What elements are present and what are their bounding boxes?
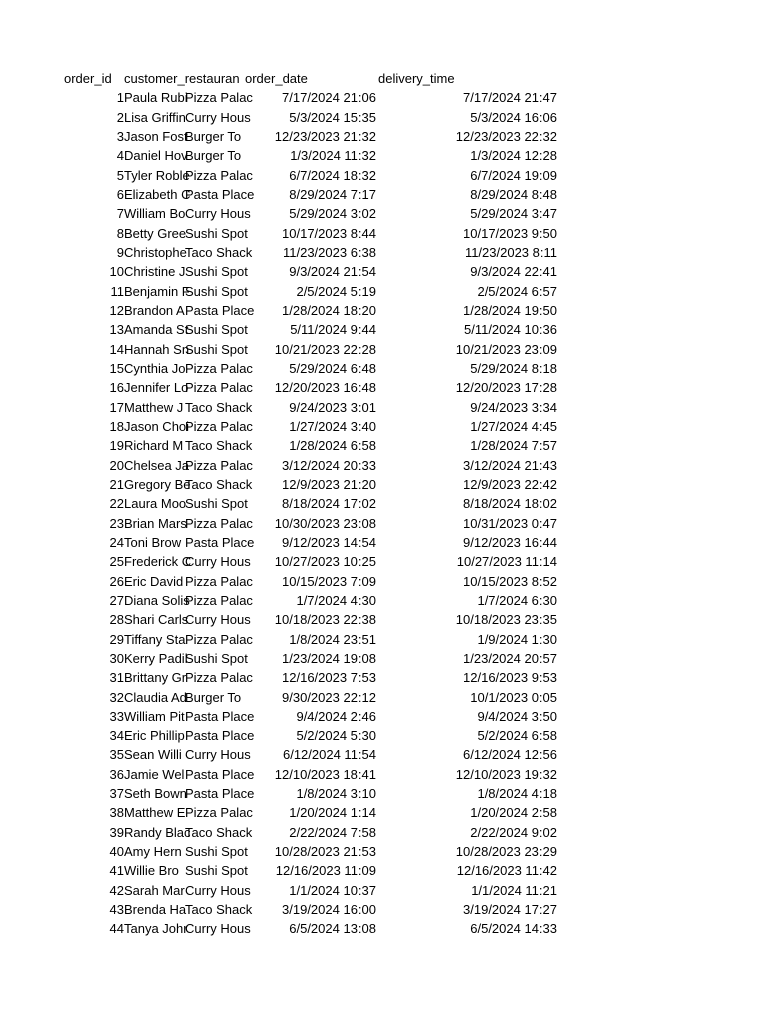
cell-order-date[interactable]: 6/7/2024 18:32 [289, 167, 376, 183]
cell-delivery-time[interactable]: 2/22/2024 9:02 [470, 824, 557, 840]
cell-order-id[interactable]: 8 [116, 225, 124, 241]
cell-delivery-time[interactable]: 9/24/2023 3:34 [470, 399, 557, 415]
table-row [64, 726, 684, 745]
table-row [64, 398, 684, 417]
cell-order-id[interactable]: 44 [109, 921, 124, 937]
cell-order-date[interactable]: 7/17/2024 21:06 [282, 90, 376, 106]
cell-delivery-time[interactable]: 1/1/2024 11:21 [471, 882, 557, 898]
cell-restaurant[interactable]: Pasta Place [185, 728, 255, 744]
cell-customer[interactable]: Eric David [124, 573, 184, 589]
table-row [64, 707, 684, 726]
cell-customer[interactable]: Tiffany Sta [124, 631, 186, 647]
cell-customer[interactable]: Chelsea Ja [124, 457, 190, 473]
table-row [64, 842, 684, 861]
cell-restaurant[interactable]: Taco Shack [185, 244, 253, 260]
cell-order-id[interactable]: 30 [109, 650, 124, 666]
cell-restaurant[interactable]: Curry Hous [185, 921, 251, 937]
cell-order-date[interactable]: 2/22/2024 7:58 [289, 824, 376, 840]
table-row [64, 340, 684, 359]
header-delivery-time[interactable]: delivery_time [378, 71, 455, 86]
cell-order-id[interactable]: 19 [109, 438, 124, 454]
cell-delivery-time[interactable]: 1/28/2024 19:50 [463, 302, 557, 318]
cell-restaurant[interactable]: Sushi Spot [185, 844, 248, 860]
cell-delivery-time[interactable]: 1/7/2024 6:30 [477, 592, 557, 608]
cell-order-id[interactable]: 7 [116, 206, 124, 222]
cell-customer[interactable]: Diana Solis [124, 592, 190, 608]
header-customer-restaurant[interactable]: customer_restauran [124, 71, 240, 86]
cell-restaurant[interactable]: Pizza Palac [185, 573, 253, 589]
cell-order-date[interactable]: 9/24/2023 3:01 [289, 399, 376, 415]
cell-customer[interactable]: Claudia Ad [124, 689, 187, 705]
table-row [64, 262, 684, 281]
data-rows [64, 88, 684, 938]
header-order-id[interactable]: order_id [64, 71, 112, 86]
cell-order-id[interactable]: 15 [109, 360, 124, 376]
cell-customer[interactable]: William Pit [124, 708, 185, 724]
cell-customer[interactable]: Amanda St [124, 322, 189, 338]
cell-order-id[interactable]: 5 [116, 167, 124, 183]
table-row [64, 823, 684, 842]
cell-customer[interactable]: Toni Brow [124, 534, 182, 550]
cell-restaurant[interactable]: Pizza Palac [185, 515, 253, 531]
cell-restaurant[interactable]: Curry Hous [185, 882, 251, 898]
table-row [64, 127, 684, 146]
cell-restaurant[interactable]: Burger To [185, 148, 242, 164]
cell-customer[interactable]: Brenda Ha [124, 902, 187, 918]
cell-restaurant[interactable]: Pizza Palac [185, 670, 253, 686]
table-row [64, 185, 684, 204]
cell-restaurant[interactable]: Curry Hous [185, 747, 251, 763]
cell-order-id[interactable]: 2 [116, 109, 124, 125]
cell-order-id[interactable]: 23 [109, 515, 124, 531]
table-row [64, 919, 684, 938]
cell-customer[interactable]: Kerry Padil [124, 650, 188, 666]
table-row [64, 204, 684, 223]
cell-order-date[interactable]: 5/2/2024 5:30 [296, 728, 376, 744]
cell-order-date[interactable]: 3/12/2024 20:33 [282, 457, 376, 473]
cell-delivery-time[interactable]: 5/29/2024 8:18 [470, 360, 557, 376]
table-row [64, 494, 684, 513]
cell-delivery-time[interactable]: 1/20/2024 2:58 [470, 805, 557, 821]
cell-delivery-time[interactable]: 1/27/2024 4:45 [470, 418, 557, 434]
cell-order-id[interactable]: 29 [109, 631, 124, 647]
table-row [64, 572, 684, 591]
cell-restaurant[interactable]: Taco Shack [185, 902, 253, 918]
cell-restaurant[interactable]: Sushi Spot [185, 264, 248, 280]
table-row [64, 436, 684, 455]
cell-delivery-time[interactable]: 1/28/2024 7:57 [470, 438, 557, 454]
cell-order-id[interactable]: 26 [109, 573, 124, 589]
cell-order-id[interactable]: 12 [109, 302, 124, 318]
cell-customer[interactable]: William Bo [124, 206, 186, 222]
cell-order-id[interactable]: 20 [109, 457, 124, 473]
cell-order-id[interactable]: 35 [109, 747, 124, 763]
cell-order-id[interactable]: 6 [116, 186, 124, 202]
cell-restaurant[interactable]: Pizza Palac [185, 457, 253, 473]
cell-customer[interactable]: Hannah Sn [124, 341, 190, 357]
cell-delivery-time[interactable]: 12/23/2023 22:32 [455, 128, 557, 144]
cell-delivery-time[interactable]: 5/2/2024 6:58 [477, 728, 557, 744]
cell-order-id[interactable]: 9 [116, 244, 124, 260]
cell-customer[interactable]: Cynthia Jo [124, 360, 186, 376]
table-row [64, 282, 684, 301]
cell-delivery-time[interactable]: 3/12/2024 21:43 [463, 457, 557, 473]
cell-order-date[interactable]: 1/3/2024 11:32 [290, 148, 376, 164]
cell-delivery-time[interactable]: 10/17/2023 9:50 [463, 225, 557, 241]
cell-restaurant[interactable]: Sushi Spot [185, 863, 248, 879]
cell-restaurant[interactable]: Taco Shack [185, 399, 253, 415]
cell-customer[interactable]: Eric Phillip [124, 728, 185, 744]
cell-order-date[interactable]: 5/29/2024 6:48 [289, 360, 376, 376]
cell-delivery-time[interactable]: 10/31/2023 0:47 [463, 515, 557, 531]
cell-delivery-time[interactable]: 2/5/2024 6:57 [477, 283, 557, 299]
cell-order-date[interactable]: 1/8/2024 23:51 [289, 631, 376, 647]
cell-order-date[interactable]: 1/1/2024 10:37 [289, 882, 376, 898]
cell-delivery-time[interactable]: 10/27/2023 11:14 [456, 554, 557, 570]
cell-customer[interactable]: Matthew E [124, 805, 186, 821]
cell-order-date[interactable]: 1/23/2024 19:08 [282, 650, 376, 666]
cell-customer[interactable]: Shari Carls [124, 612, 189, 628]
cell-order-date[interactable]: 10/17/2023 8:44 [282, 225, 376, 241]
cell-order-date[interactable]: 1/28/2024 18:20 [282, 302, 376, 318]
cell-order-id[interactable]: 10 [109, 264, 124, 280]
table-row [64, 301, 684, 320]
table-row [64, 224, 684, 243]
table-row [64, 688, 684, 707]
cell-order-id[interactable]: 24 [109, 534, 124, 550]
cell-delivery-time[interactable]: 10/21/2023 23:09 [455, 341, 557, 357]
cell-order-id[interactable]: 16 [109, 380, 124, 396]
table-row [64, 881, 684, 900]
cell-restaurant[interactable]: Taco Shack [185, 438, 253, 454]
cell-customer[interactable]: Sean Willi [124, 747, 182, 763]
table-row [64, 243, 684, 262]
cell-restaurant[interactable]: Sushi Spot [185, 283, 248, 299]
cell-order-id[interactable]: 32 [109, 689, 124, 705]
cell-order-id[interactable]: 11 [110, 283, 124, 299]
cell-order-date[interactable]: 12/20/2023 16:48 [274, 380, 376, 396]
cell-order-date[interactable]: 6/12/2024 11:54 [282, 747, 376, 763]
cell-customer[interactable]: Jennifer Lo [124, 380, 189, 396]
cell-delivery-time[interactable]: 1/8/2024 4:18 [477, 786, 557, 802]
cell-restaurant[interactable]: Pizza Palac [185, 805, 253, 821]
cell-delivery-time[interactable]: 6/7/2024 19:09 [470, 167, 557, 183]
cell-order-date[interactable]: 10/15/2023 7:09 [282, 573, 376, 589]
table-row [64, 88, 684, 107]
table-row [64, 765, 684, 784]
cell-order-date[interactable]: 9/30/2023 22:12 [282, 689, 376, 705]
cell-order-date[interactable]: 10/27/2023 10:25 [274, 554, 376, 570]
cell-restaurant[interactable]: Sushi Spot [185, 496, 248, 512]
cell-delivery-time[interactable]: 6/12/2024 12:56 [463, 747, 557, 763]
cell-delivery-time[interactable]: 9/4/2024 3:50 [477, 708, 557, 724]
cell-customer[interactable]: Brittany Gr [124, 670, 187, 686]
cell-delivery-time[interactable]: 11/23/2023 8:11 [464, 244, 557, 260]
cell-customer[interactable]: Daniel Hov [124, 148, 188, 164]
cell-order-date[interactable]: 9/4/2024 2:46 [296, 708, 376, 724]
cell-order-id[interactable]: 14 [109, 341, 124, 357]
cell-order-date[interactable]: 1/7/2024 4:30 [296, 592, 376, 608]
cell-delivery-time[interactable]: 10/18/2023 23:35 [455, 612, 557, 628]
cell-delivery-time[interactable]: 3/19/2024 17:27 [463, 902, 557, 918]
cell-restaurant[interactable]: Burger To [185, 128, 242, 144]
cell-order-date[interactable]: 10/30/2023 23:08 [274, 515, 376, 531]
cell-order-date[interactable]: 5/29/2024 3:02 [289, 206, 376, 222]
cell-restaurant[interactable]: Curry Hous [185, 109, 251, 125]
cell-delivery-time[interactable]: 1/23/2024 20:57 [463, 650, 557, 666]
cell-delivery-time[interactable]: 1/3/2024 12:28 [470, 148, 557, 164]
spreadsheet-grid [64, 69, 684, 939]
table-row [64, 861, 684, 880]
cell-order-id[interactable]: 42 [109, 882, 124, 898]
cell-order-date[interactable]: 12/10/2023 18:41 [274, 766, 376, 782]
cell-order-id[interactable]: 43 [109, 902, 124, 918]
cell-order-id[interactable]: 36 [109, 766, 124, 782]
cell-customer[interactable]: Elizabeth C [124, 186, 191, 202]
cell-delivery-time[interactable]: 12/9/2023 22:42 [463, 476, 557, 492]
cell-order-date[interactable]: 10/18/2023 22:38 [274, 612, 376, 628]
cell-restaurant[interactable]: Curry Hous [185, 612, 251, 628]
cell-order-id[interactable]: 3 [116, 128, 124, 144]
cell-delivery-time[interactable]: 9/3/2024 22:41 [470, 264, 557, 280]
cell-delivery-time[interactable]: 10/15/2023 8:52 [463, 573, 557, 589]
cell-order-id[interactable]: 18 [109, 418, 124, 434]
cell-order-id[interactable]: 13 [109, 322, 124, 338]
cell-customer[interactable]: Lisa Griffin [124, 109, 186, 125]
cell-order-id[interactable]: 31 [109, 670, 124, 686]
cell-order-date[interactable]: 12/16/2023 7:53 [282, 670, 376, 686]
cell-restaurant[interactable]: Pasta Place [185, 786, 255, 802]
cell-order-date[interactable]: 3/19/2024 16:00 [282, 902, 376, 918]
cell-delivery-time[interactable]: 8/29/2024 8:48 [470, 186, 557, 202]
table-row [64, 591, 684, 610]
cell-order-date[interactable]: 1/27/2024 3:40 [289, 418, 376, 434]
cell-order-date[interactable]: 12/23/2023 21:32 [274, 128, 376, 144]
cell-restaurant[interactable]: Pasta Place [185, 186, 255, 202]
cell-order-id[interactable]: 40 [109, 844, 124, 860]
table-row [64, 378, 684, 397]
cell-order-date[interactable]: 10/28/2023 21:53 [274, 844, 376, 860]
cell-customer[interactable]: Benjamin F [124, 283, 190, 299]
cell-restaurant[interactable]: Sushi Spot [185, 225, 248, 241]
cell-delivery-time[interactable]: 7/17/2024 21:47 [463, 90, 557, 106]
cell-restaurant[interactable]: Pasta Place [185, 302, 255, 318]
cell-delivery-time[interactable]: 5/11/2024 10:36 [463, 322, 557, 338]
cell-order-date[interactable]: 6/5/2024 13:08 [289, 921, 376, 937]
cell-customer[interactable]: Christophe [124, 244, 187, 260]
cell-delivery-time[interactable]: 12/10/2023 19:32 [455, 766, 557, 782]
cell-customer[interactable]: Christine J [124, 264, 186, 280]
cell-delivery-time[interactable]: 10/1/2023 0:05 [470, 689, 557, 705]
table-row [64, 610, 684, 629]
cell-customer[interactable]: Randy Blac [124, 824, 191, 840]
cell-customer[interactable]: Laura Moo [124, 496, 187, 512]
cell-restaurant[interactable]: Pasta Place [185, 708, 255, 724]
cell-order-date[interactable]: 2/5/2024 5:19 [296, 283, 376, 299]
table-row [64, 630, 684, 649]
table-row [64, 108, 684, 127]
cell-customer[interactable]: Brian Mars [124, 515, 187, 531]
cell-order-id[interactable]: 27 [109, 592, 124, 608]
cell-order-date[interactable]: 5/3/2024 15:35 [289, 109, 376, 125]
cell-delivery-time[interactable]: 10/28/2023 23:29 [455, 844, 557, 860]
cell-customer[interactable]: Betty Gree [124, 225, 187, 241]
table-row [64, 146, 684, 165]
table-row [64, 533, 684, 552]
cell-customer[interactable]: Frederick C [124, 554, 192, 570]
cell-order-date[interactable]: 8/18/2024 17:02 [282, 496, 376, 512]
cell-restaurant[interactable]: Pizza Palac [185, 380, 253, 396]
cell-delivery-time[interactable]: 5/3/2024 16:06 [470, 109, 557, 125]
cell-customer[interactable]: Tanya Johr [124, 921, 188, 937]
cell-restaurant[interactable]: Pasta Place [185, 766, 255, 782]
cell-delivery-time[interactable]: 12/16/2023 9:53 [463, 670, 557, 686]
table-row [64, 320, 684, 339]
cell-customer[interactable]: Brandon A [124, 302, 185, 318]
cell-restaurant[interactable]: Taco Shack [185, 476, 253, 492]
cell-delivery-time[interactable]: 12/20/2023 17:28 [455, 380, 557, 396]
cell-restaurant[interactable]: Burger To [185, 689, 242, 705]
table-row [64, 668, 684, 687]
cell-delivery-time[interactable]: 1/9/2024 1:30 [477, 631, 557, 647]
cell-order-id[interactable]: 28 [109, 612, 124, 628]
cell-order-date[interactable]: 9/3/2024 21:54 [289, 264, 376, 280]
cell-restaurant[interactable]: Pizza Palac [185, 631, 253, 647]
cell-restaurant[interactable]: Sushi Spot [185, 341, 248, 357]
table-row [64, 784, 684, 803]
cell-restaurant[interactable]: Pizza Palac [185, 90, 253, 106]
cell-restaurant[interactable]: Pizza Palac [185, 360, 253, 376]
cell-customer[interactable]: Paula Rubi [124, 90, 188, 106]
cell-order-date[interactable]: 11/23/2023 6:38 [282, 244, 376, 260]
cell-restaurant[interactable]: Curry Hous [185, 206, 251, 222]
cell-customer[interactable]: Matthew J [124, 399, 184, 415]
cell-restaurant[interactable]: Curry Hous [185, 554, 251, 570]
cell-order-date[interactable]: 12/16/2023 11:09 [275, 863, 376, 879]
cell-customer[interactable]: Sarah Mar [124, 882, 185, 898]
header-order-date[interactable]: order_date [245, 71, 308, 86]
cell-customer[interactable]: Gregory Be [124, 476, 191, 492]
cell-order-id[interactable]: 33 [109, 708, 124, 724]
table-row [64, 649, 684, 668]
table-row [64, 745, 684, 764]
cell-customer[interactable]: Jason Choi [124, 418, 190, 434]
cell-order-date[interactable]: 12/9/2023 21:20 [282, 476, 376, 492]
table-row [64, 514, 684, 533]
cell-order-date[interactable]: 10/21/2023 22:28 [274, 341, 376, 357]
cell-order-id[interactable]: 37 [109, 786, 124, 802]
cell-order-id[interactable]: 17 [109, 399, 124, 415]
table-row [64, 166, 684, 185]
table-row [64, 552, 684, 571]
cell-restaurant[interactable]: Pizza Palac [185, 592, 253, 608]
cell-customer[interactable]: Richard M [124, 438, 184, 454]
cell-customer[interactable]: Amy Hern [124, 844, 182, 860]
cell-customer[interactable]: Tyler Roble [124, 167, 190, 183]
cell-order-id[interactable]: 4 [116, 148, 124, 164]
cell-delivery-time[interactable]: 8/18/2024 18:02 [463, 496, 557, 512]
cell-restaurant[interactable]: Pizza Palac [185, 418, 253, 434]
cell-order-id[interactable]: 25 [109, 554, 124, 570]
cell-order-date[interactable]: 1/20/2024 1:14 [289, 805, 376, 821]
table-row [64, 900, 684, 919]
table-row [64, 417, 684, 436]
cell-order-date[interactable]: 1/28/2024 6:58 [289, 438, 376, 454]
cell-order-date[interactable]: 8/29/2024 7:17 [289, 186, 376, 202]
cell-customer[interactable]: Willie Bro [124, 863, 179, 879]
table-row [64, 456, 684, 475]
cell-order-id[interactable]: 22 [109, 496, 124, 512]
cell-order-id[interactable]: 1 [116, 90, 124, 106]
cell-order-id[interactable]: 21 [109, 476, 124, 492]
table-row [64, 803, 684, 822]
cell-restaurant[interactable]: Pizza Palac [185, 167, 253, 183]
cell-customer[interactable]: Jamie Wel [124, 766, 185, 782]
cell-order-id[interactable]: 34 [109, 728, 124, 744]
table-row [64, 359, 684, 378]
cell-delivery-time[interactable]: 6/5/2024 14:33 [470, 921, 557, 937]
cell-order-date[interactable]: 9/12/2023 14:54 [282, 534, 376, 550]
cell-order-id[interactable]: 39 [109, 824, 124, 840]
cell-order-id[interactable]: 41 [109, 863, 124, 879]
cell-customer[interactable]: Seth Bown [124, 786, 187, 802]
cell-restaurant[interactable]: Sushi Spot [185, 650, 248, 666]
cell-delivery-time[interactable]: 12/16/2023 11:42 [456, 863, 557, 879]
cell-order-id[interactable]: 38 [109, 805, 124, 821]
cell-order-date[interactable]: 5/11/2024 9:44 [290, 322, 376, 338]
cell-delivery-time[interactable]: 9/12/2023 16:44 [463, 534, 557, 550]
cell-restaurant[interactable]: Sushi Spot [185, 322, 248, 338]
cell-customer[interactable]: Jason Fost [124, 128, 188, 144]
cell-restaurant[interactable]: Taco Shack [185, 824, 253, 840]
cell-order-date[interactable]: 1/8/2024 3:10 [296, 786, 376, 802]
cell-delivery-time[interactable]: 5/29/2024 3:47 [470, 206, 557, 222]
header-row [64, 69, 684, 88]
cell-restaurant[interactable]: Pasta Place [185, 534, 255, 550]
table-row [64, 475, 684, 494]
